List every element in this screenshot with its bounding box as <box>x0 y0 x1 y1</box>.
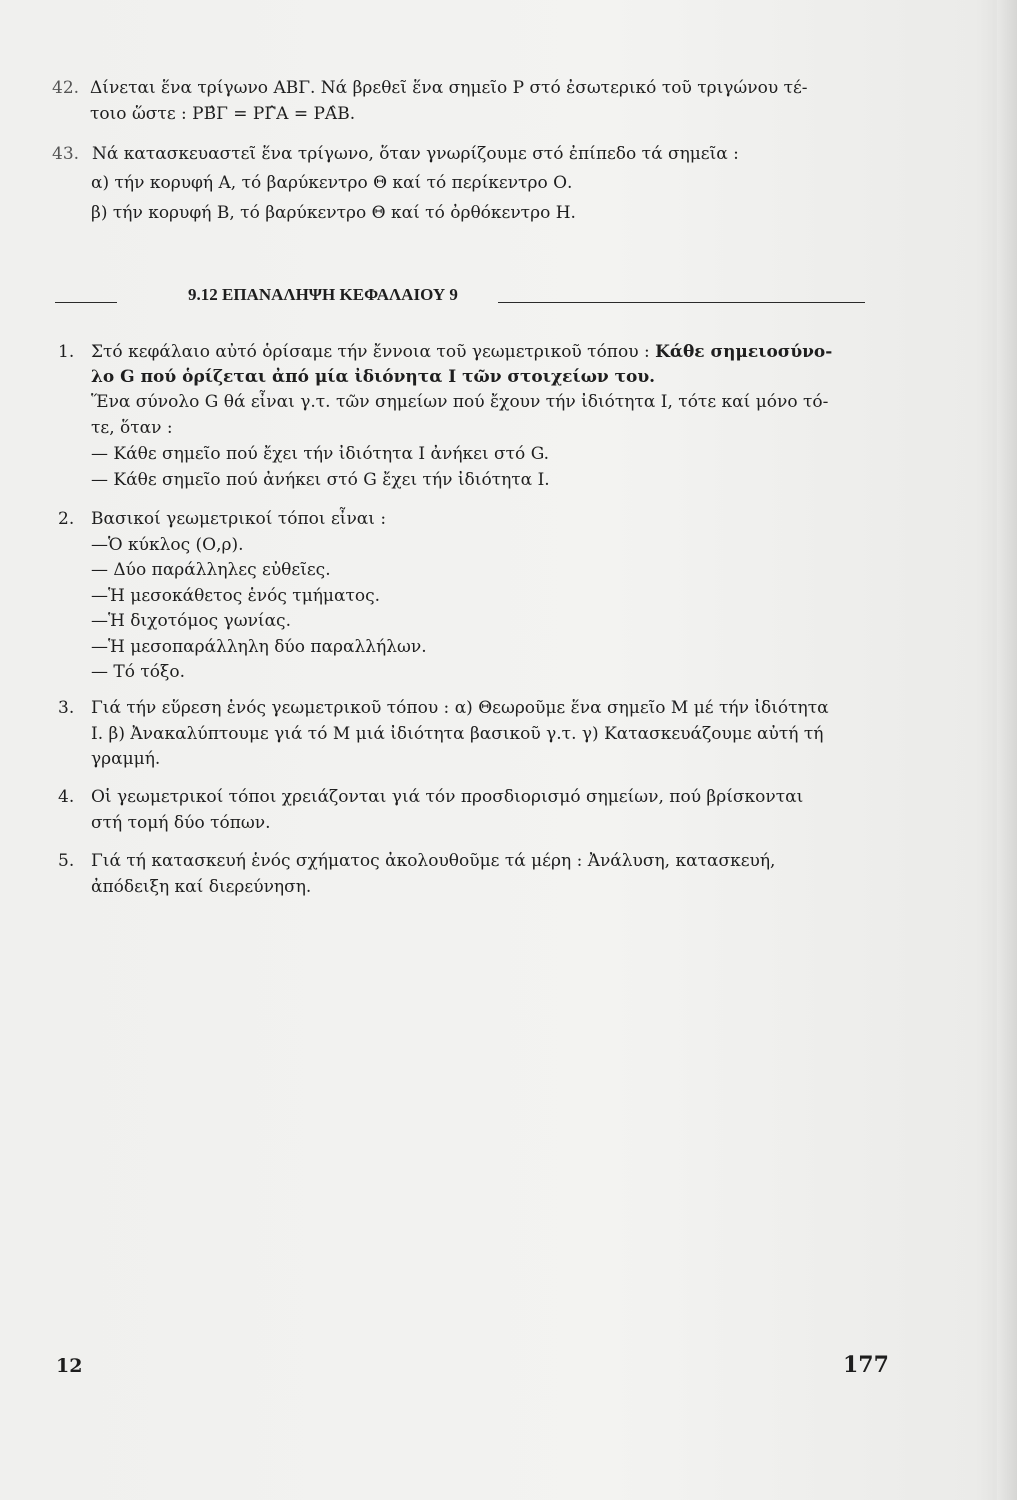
item-text: Στό κεφάλαιο αὐτό ὁρίσαμε τήν ἔννοια τοῦ γεωμετρικοῦ τόπου : <box>91 342 656 362</box>
exercise-number: 43. <box>52 144 80 164</box>
item-text: Βασικοί γεωμετρικοί τόποι εἶναι : <box>91 509 387 529</box>
item-number: 4. <box>58 787 75 807</box>
signature-mark: 12 <box>56 1355 83 1377</box>
item-text: στή τομή δύο τόπων. <box>91 813 271 833</box>
exercise-text: Δίνεται ἕνα τρίγωνο ΑΒΓ. Νά βρεθεῖ ἕνα σημεῖο Ρ στό ἐσωτερικό τοῦ τριγώνου τέ- <box>90 78 808 98</box>
item-number: 1. <box>58 342 75 362</box>
item-text: — Κάθε σημεῖο πού ἔχει τήν ἰδιότητα Ι ἀνήκει στό G. <box>91 444 550 464</box>
item-text: Ι. β) Ἀνακαλύπτουμε γιά τό Μ μιά ἰδιότητα βασικοῦ γ.τ. γ) Κατασκευάζουμε αὐτή τή <box>91 724 824 744</box>
item-number: 5. <box>58 851 75 871</box>
item-text: τε, ὅταν : <box>91 418 173 438</box>
item-text: Γιά τήν εὕρεση ἑνός γεωμετρικοῦ τόπου : α) Θεωροῦμε ἕνα σημεῖο Μ μέ τήν ἰδιότητα <box>91 698 829 718</box>
item-text: Ἕνα σύνολο G θά εἶναι γ.τ. τῶν σημείων πού ἔχουν τήν ἰδιότητα Ι, τότε καί μόνο τό- <box>91 392 829 412</box>
exercise-text: α) τήν κορυφή Α, τό βαρύκεντρο Θ καί τό περίκεντρο Ο. <box>91 173 573 193</box>
heading-rule-right <box>498 302 865 303</box>
section-heading <box>55 285 865 309</box>
exercise-number: 42. <box>52 78 80 98</box>
section-title: 9.12 ΕΠΑΝΑΛΗΨΗ ΚΕΦΑΛΑΙΟΥ 9 <box>188 285 458 304</box>
item-text: Οἱ γεωμετρικοί τόποι χρειάζονται γιά τόν προσδιορισμό σημείων, πού βρίσκονται <box>91 787 804 807</box>
exercise-text: Νά κατασκευαστεῖ ἕνα τρίγωνο, ὅταν γνωρίζουμε στό ἐπίπεδο τά σημεῖα : <box>92 144 739 164</box>
list-item: — Δύο παράλληλες εὐθεῖες. <box>91 560 331 580</box>
exercise-text: β) τήν κορυφή Β, τό βαρύκεντρο Θ καί τό ὀρθόκεντρο Η. <box>91 203 576 223</box>
item-text: ἀπόδειξη καί διερεύνηση. <box>91 877 312 897</box>
item-bold-text: Κάθε σημειοσύνο- <box>655 342 833 362</box>
list-item: —Ἡ μεσοκάθετος ἑνός τμήματος. <box>91 586 381 606</box>
item-text: — Κάθε σημεῖο πού ἀνήκει στό G ἔχει τήν ἰδιότητα Ι. <box>91 470 550 490</box>
item-number: 3. <box>58 698 75 718</box>
item-text: Γιά τή κατασκευή ἑνός σχήματος ἀκολουθοῦμε τά μέρη : Ἀνάλυση, κατασκευή, <box>91 851 776 871</box>
exercise-text: τοιο ὥστε : ΡΒ̂Γ = ΡΓ̂Α = ΡΑ̂Β. <box>90 104 356 124</box>
list-item: —Ἡ μεσοπαράλληλη δύο παραλλήλων. <box>91 637 427 657</box>
item-text: γραμμή. <box>91 749 161 769</box>
list-item: —Ὁ κύκλος (Ο,ρ). <box>91 535 244 555</box>
item-number: 2. <box>58 509 75 529</box>
list-item: —Ἡ διχοτόμος γωνίας. <box>91 611 291 631</box>
page-number: 177 <box>843 1352 889 1378</box>
item-bold-text: λο G πού ὁρίζεται ἀπό μία ἰδιόνητα Ι τῶν στοιχείων του. <box>91 367 656 387</box>
list-item: — Τό τόξο. <box>91 662 186 682</box>
heading-rule-left <box>55 302 117 303</box>
page-edge-shadow <box>997 0 1017 1500</box>
